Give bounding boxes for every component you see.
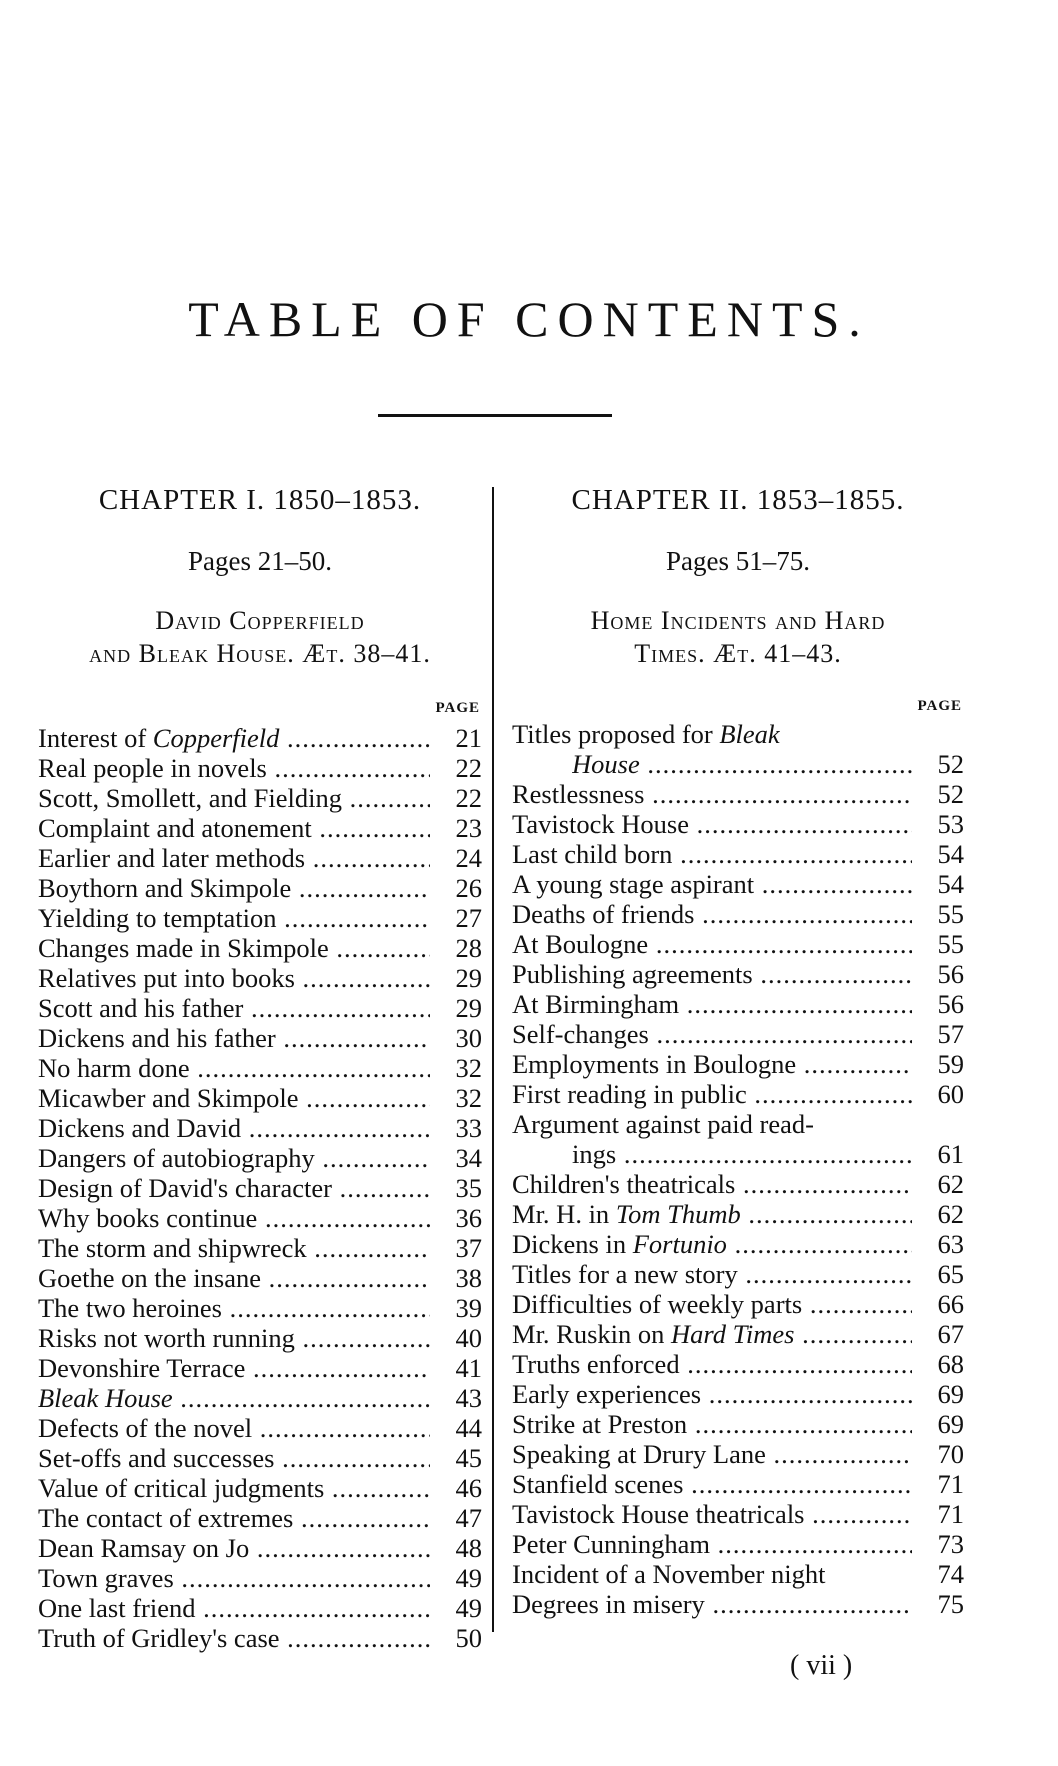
toc-entry-text: Yielding to temptation (38, 903, 277, 933)
toc-entry-page: 33 (455, 1113, 482, 1143)
toc-entry-page: 60 (937, 1079, 964, 1109)
toc-entry-text: Scott and his father (38, 993, 244, 1023)
toc-entry-page: 54 (937, 869, 964, 899)
toc-entry-title (38, 993, 430, 1023)
toc-entry-title (512, 1469, 912, 1499)
toc-entry (512, 1319, 964, 1349)
toc-entry (38, 993, 482, 1023)
toc-entry (512, 809, 964, 839)
toc-entry-title (572, 1139, 912, 1169)
toc-entry-title (38, 1263, 430, 1293)
toc-entry-page: 49 (455, 1593, 482, 1623)
toc-entry (512, 1019, 964, 1049)
toc-entry-page: 65 (937, 1259, 964, 1289)
chapter-subtitle-line2: Times. Æt. 41–43. (634, 639, 842, 668)
toc-entry-page: 71 (937, 1469, 964, 1499)
toc-entry-text: Complaint and atonement (38, 813, 312, 843)
toc-entry-title (38, 1293, 430, 1323)
toc-entry-title (38, 903, 430, 933)
toc-entry-page: 27 (455, 903, 482, 933)
toc-entry-text: Dickens and David (38, 1113, 242, 1143)
toc-entry-page: 62 (937, 1199, 964, 1229)
toc-entry-text: Real people in novels (38, 753, 267, 783)
toc-entry-title (512, 1109, 912, 1139)
chapter-subtitle-line2: and Bleak House. Æt. 38–41. (89, 639, 431, 668)
toc-entry-title (512, 1529, 912, 1559)
toc-entry (38, 1563, 482, 1593)
toc-entry-page: 37 (455, 1233, 482, 1263)
toc-entry-title (38, 1323, 430, 1353)
toc-entry-title (38, 1413, 430, 1443)
chapter-subtitle-line1: Home Incidents and Hard (590, 606, 886, 635)
toc-entry-title (512, 959, 912, 989)
toc-entry-page: 39 (455, 1293, 482, 1323)
toc-entry-text: Tavistock House (512, 809, 689, 839)
toc-entry (512, 1259, 964, 1289)
toc-entry-text: Changes made in Skimpole (38, 933, 329, 963)
toc-entry-title (512, 1199, 912, 1229)
toc-entry-text: Deaths of friends (512, 899, 695, 929)
toc-entry-text: Truths enforced (512, 1349, 680, 1379)
toc-entry-title (38, 1113, 430, 1143)
toc-entry (38, 813, 482, 843)
toc-entry-page: 50 (455, 1623, 482, 1653)
chapter-subtitle-line1: David Copperfield (155, 606, 365, 635)
toc-entry (38, 1053, 482, 1083)
toc-entry (512, 1439, 964, 1469)
toc-entry-text: Last child born (512, 839, 673, 869)
toc-entry-text: Town graves (38, 1563, 174, 1593)
toc-entry-page: 71 (937, 1499, 964, 1529)
toc-entry-title (512, 1499, 912, 1529)
toc-entry-title (512, 1349, 912, 1379)
toc-entry-text: Value of critical judgments (38, 1473, 325, 1503)
toc-entry-italic-text: Hard Times (671, 1319, 795, 1349)
toc-entry-italic-text: Bleak (719, 719, 780, 749)
toc-entry-page: 36 (455, 1203, 482, 1233)
toc-entry-page: 57 (937, 1019, 964, 1049)
toc-entry-title (38, 1593, 430, 1623)
toc-entry-title (512, 1079, 912, 1109)
toc-entry-title (512, 1319, 912, 1349)
toc-entry (38, 1353, 482, 1383)
toc-entry-text: Devonshire Terrace (38, 1353, 246, 1383)
toc-entry-text: Earlier and later methods (38, 843, 306, 873)
toc-entry-title (38, 933, 430, 963)
toc-entry-text: Dangers of autobiography (38, 1143, 315, 1173)
page-title: TABLE OF CONTENTS. (188, 291, 870, 347)
toc-entry (512, 869, 964, 899)
toc-entry-page: 24 (455, 843, 482, 873)
toc-entry (512, 1049, 964, 1079)
toc-entry (38, 933, 482, 963)
toc-entry (512, 1169, 964, 1199)
toc-entry-text: Peter Cunningham (512, 1529, 710, 1559)
toc-entry-text: Design of David's character (38, 1173, 332, 1203)
toc-entry-page: 55 (937, 899, 964, 929)
toc-entry-title (512, 1259, 912, 1289)
toc-entry-text: Tavistock House theatricals (512, 1499, 805, 1529)
toc-entry-page: 32 (455, 1083, 482, 1113)
toc-entry-text: One last friend (38, 1593, 196, 1623)
toc-entry-title (38, 1023, 430, 1053)
toc-entry-page: 34 (455, 1143, 482, 1173)
toc-entry-title (38, 1563, 430, 1593)
toc-entry-italic-text: Copperfield (152, 723, 280, 753)
toc-entry-page: 63 (937, 1229, 964, 1259)
toc-entry-title (38, 1203, 430, 1233)
toc-entry (38, 723, 482, 753)
toc-entry (38, 753, 482, 783)
toc-entry-text: Goethe on the insane (38, 1263, 261, 1293)
toc-entry (38, 903, 482, 933)
toc-entry-title (512, 809, 912, 839)
toc-entry-page: 29 (455, 993, 482, 1023)
toc-entry-text: Risks not worth running (38, 1323, 295, 1353)
toc-entry (38, 783, 482, 813)
toc-entry-text: Mr. Ruskin on (512, 1319, 672, 1349)
toc-entry-title (38, 1233, 430, 1263)
toc-entry-text: Mr. H. in (512, 1199, 616, 1229)
entry-list (38, 723, 482, 1653)
toc-entry-title (512, 1409, 912, 1439)
toc-entry-text: Strike at Preston (512, 1409, 688, 1439)
toc-entry-page: 62 (937, 1169, 964, 1199)
toc-entry-title (512, 1229, 912, 1259)
toc-entry-title (512, 839, 912, 869)
toc-entry (38, 1533, 482, 1563)
toc-entry-title (38, 1083, 430, 1113)
toc-entry (512, 1199, 964, 1229)
toc-entry-title (512, 779, 912, 809)
toc-entry-title (38, 1443, 430, 1473)
toc-entry (38, 1473, 482, 1503)
toc-entry (512, 1289, 964, 1319)
column-divider (492, 487, 494, 1632)
toc-entry-text: The contact of extremes (38, 1503, 294, 1533)
toc-entry-text: Why books continue (38, 1203, 258, 1233)
toc-entry-text: First reading in public (512, 1079, 747, 1109)
toc-entry-page: 45 (455, 1443, 482, 1473)
toc-entry (512, 779, 964, 809)
toc-entry-italic-text: Fortunio (632, 1229, 727, 1259)
toc-entry (38, 1593, 482, 1623)
toc-entry-title (512, 719, 912, 749)
toc-entry-title (512, 1589, 912, 1619)
toc-entry (38, 1293, 482, 1323)
toc-entry-title (38, 723, 430, 753)
toc-entry-page: 41 (455, 1353, 482, 1383)
chapter-pages: Pages 21–50. (188, 546, 332, 576)
toc-entry-title (512, 869, 912, 899)
toc-entry-text: The storm and shipwreck (38, 1233, 307, 1263)
toc-entry (512, 839, 964, 869)
toc-entry-title (38, 963, 430, 993)
toc-entry-text: The two heroines (38, 1293, 222, 1323)
toc-entry-page: 28 (455, 933, 482, 963)
toc-entry-page: 52 (937, 779, 964, 809)
toc-entry-title (38, 1053, 430, 1083)
page-column-header: PAGE (435, 700, 480, 716)
toc-entry-page: 43 (455, 1383, 482, 1413)
toc-entry-page: 55 (937, 929, 964, 959)
toc-entry-text: Incident of a November night (512, 1559, 826, 1589)
toc-entry-text: At Boulogne (512, 929, 649, 959)
toc-entry-title (38, 813, 430, 843)
toc-entry (512, 1589, 964, 1619)
toc-entry (512, 1109, 964, 1139)
toc-entry-page: 22 (455, 783, 482, 813)
toc-entry-text: Interest of (38, 723, 153, 753)
chapter-heading: CHAPTER II. 1853–1855. (571, 484, 905, 516)
toc-entry (38, 1143, 482, 1173)
toc-entry-text: Degrees in misery (512, 1589, 705, 1619)
toc-entry (512, 719, 964, 749)
toc-entry-text: ings (572, 1139, 617, 1169)
toc-entry-title (38, 1503, 430, 1533)
toc-entry-title (512, 1439, 912, 1469)
toc-entry-page: 69 (937, 1409, 964, 1439)
toc-entry-page: 49 (455, 1563, 482, 1593)
toc-entry-text: At Birmingham (512, 989, 680, 1019)
toc-entry-title (512, 1379, 912, 1409)
toc-entry-title (38, 1383, 430, 1413)
toc-entry-page: 48 (455, 1533, 482, 1563)
toc-entry (38, 963, 482, 993)
toc-entry (38, 1443, 482, 1473)
toc-entry (512, 1499, 964, 1529)
toc-entry-text: Titles proposed for (512, 719, 720, 749)
toc-entry-text: Employments in Boulogne (512, 1049, 797, 1079)
toc-entry-text: Dickens in (512, 1229, 633, 1259)
toc-entry (38, 1023, 482, 1053)
toc-entry-page: 53 (937, 809, 964, 839)
toc-entry-text: No harm done (38, 1053, 190, 1083)
toc-entry-title (38, 843, 430, 873)
toc-entry-title (512, 1559, 912, 1589)
toc-entry-page: 23 (455, 813, 482, 843)
toc-entry (38, 1413, 482, 1443)
toc-entry (38, 1503, 482, 1533)
toc-entry-text: Set-offs and successes (38, 1443, 275, 1473)
toc-entry-title (512, 1049, 912, 1079)
toc-entry-text: Truth of Gridley's case (38, 1623, 280, 1653)
toc-entry-text: Micawber and Skimpole (38, 1083, 299, 1113)
toc-entry-page: 69 (937, 1379, 964, 1409)
toc-entry (38, 873, 482, 903)
toc-entry (512, 899, 964, 929)
toc-entry-page: 46 (455, 1473, 482, 1503)
toc-entry (38, 1383, 482, 1413)
toc-entry-page: 61 (937, 1139, 964, 1169)
toc-entry (38, 1083, 482, 1113)
toc-entry-title (38, 1473, 430, 1503)
toc-entry-text: Restlessness (512, 779, 645, 809)
chapter-pages: Pages 51–75. (666, 546, 810, 576)
toc-entry-page: 75 (937, 1589, 964, 1619)
toc-entry (512, 749, 964, 779)
toc-entry-title (512, 989, 912, 1019)
toc-entry-page: 54 (937, 839, 964, 869)
toc-entry-page: 40 (455, 1323, 482, 1353)
toc-entry-page: 59 (937, 1049, 964, 1079)
toc-entry (38, 1113, 482, 1143)
toc-entry-text: Dickens and his father (38, 1023, 276, 1053)
toc-entry-title (38, 1533, 430, 1563)
toc-entry-italic-text: House (572, 749, 640, 779)
toc-entry-title (512, 1019, 912, 1049)
toc-entry-page: 35 (455, 1173, 482, 1203)
toc-entry-italic-text: Tom Thumb (615, 1199, 741, 1229)
toc-entry (512, 1349, 964, 1379)
toc-entry-page: 56 (937, 989, 964, 1019)
toc-entry-page: 70 (937, 1439, 964, 1469)
toc-entry-title (38, 1173, 430, 1203)
toc-entry (38, 1233, 482, 1263)
toc-entry (38, 1173, 482, 1203)
entry-list (512, 719, 964, 1619)
toc-entry-title (38, 1623, 430, 1653)
toc-entry-title (38, 753, 430, 783)
toc-entry-text: Stanfield scenes (512, 1469, 684, 1499)
toc-entry-title (512, 899, 912, 929)
toc-entry-text: Titles for a new story (512, 1259, 738, 1289)
toc-entry-text: Relatives put into books (38, 963, 295, 993)
toc-entry-page: 29 (455, 963, 482, 993)
toc-entry-page: 44 (455, 1413, 482, 1443)
toc-entry-page: 32 (455, 1053, 482, 1083)
page-number: ( vii ) (790, 1650, 853, 1681)
toc-entry-title (512, 1169, 912, 1199)
toc-entry-page: 68 (937, 1349, 964, 1379)
toc-entry-text: Scott, Smollett, and Fielding (38, 783, 343, 813)
toc-entry-page: 52 (937, 749, 964, 779)
toc-entry (512, 929, 964, 959)
toc-entry-title (512, 929, 912, 959)
toc-entry (512, 1469, 964, 1499)
toc-entry (512, 1079, 964, 1109)
toc-entry-text: Publishing agreements (512, 959, 753, 989)
toc-entry-page: 73 (937, 1529, 964, 1559)
toc-entry (38, 1203, 482, 1233)
toc-entry-text: Early experiences (512, 1379, 702, 1409)
toc-entry-text: Boythorn and Skimpole (38, 873, 292, 903)
toc-entry-title (38, 1143, 430, 1173)
toc-entry (512, 959, 964, 989)
toc-entry-italic-text: Bleak House (38, 1383, 173, 1413)
toc-entry-title (512, 1289, 912, 1319)
toc-entry-page: 56 (937, 959, 964, 989)
toc-entry-page: 67 (937, 1319, 964, 1349)
toc-entry-page: 30 (455, 1023, 482, 1053)
toc-entry (512, 1559, 964, 1589)
toc-entry-text: A young stage aspirant (512, 869, 755, 899)
toc-entry-page: 38 (455, 1263, 482, 1293)
toc-entry (512, 1139, 964, 1169)
toc-entry-page: 47 (455, 1503, 482, 1533)
page-column-header: PAGE (917, 698, 962, 714)
title-rule (378, 414, 612, 417)
toc-entry-page: 21 (455, 723, 482, 753)
toc-entry (512, 1409, 964, 1439)
toc-entry (38, 1623, 482, 1653)
toc-entry (512, 1529, 964, 1559)
toc-entry-page: 74 (937, 1559, 964, 1589)
toc-entry-title (572, 749, 912, 779)
toc-entry-title (38, 783, 430, 813)
toc-entry-page: 66 (937, 1289, 964, 1319)
toc-entry-text: Argument against paid read- (512, 1109, 814, 1139)
toc-entry-text: Defects of the novel (38, 1413, 253, 1443)
chapter-heading: CHAPTER I. 1850–1853. (98, 484, 422, 516)
toc-entry-page: 22 (455, 753, 482, 783)
toc-entry-text: Self-changes (512, 1019, 649, 1049)
toc-entry-page: 26 (455, 873, 482, 903)
toc-entry (38, 843, 482, 873)
toc-entry-text: Speaking at Drury Lane (512, 1439, 766, 1469)
toc-entry (512, 989, 964, 1019)
toc-entry-text: Dean Ramsay on Jo (38, 1533, 250, 1563)
toc-entry-title (38, 873, 430, 903)
toc-entry (512, 1379, 964, 1409)
toc-entry (38, 1263, 482, 1293)
toc-entry (38, 1323, 482, 1353)
toc-entry-text: Difficulties of weekly parts (512, 1289, 803, 1319)
toc-entry-text: Children's theatricals (512, 1169, 736, 1199)
toc-entry-title (38, 1353, 430, 1383)
toc-entry (512, 1229, 964, 1259)
